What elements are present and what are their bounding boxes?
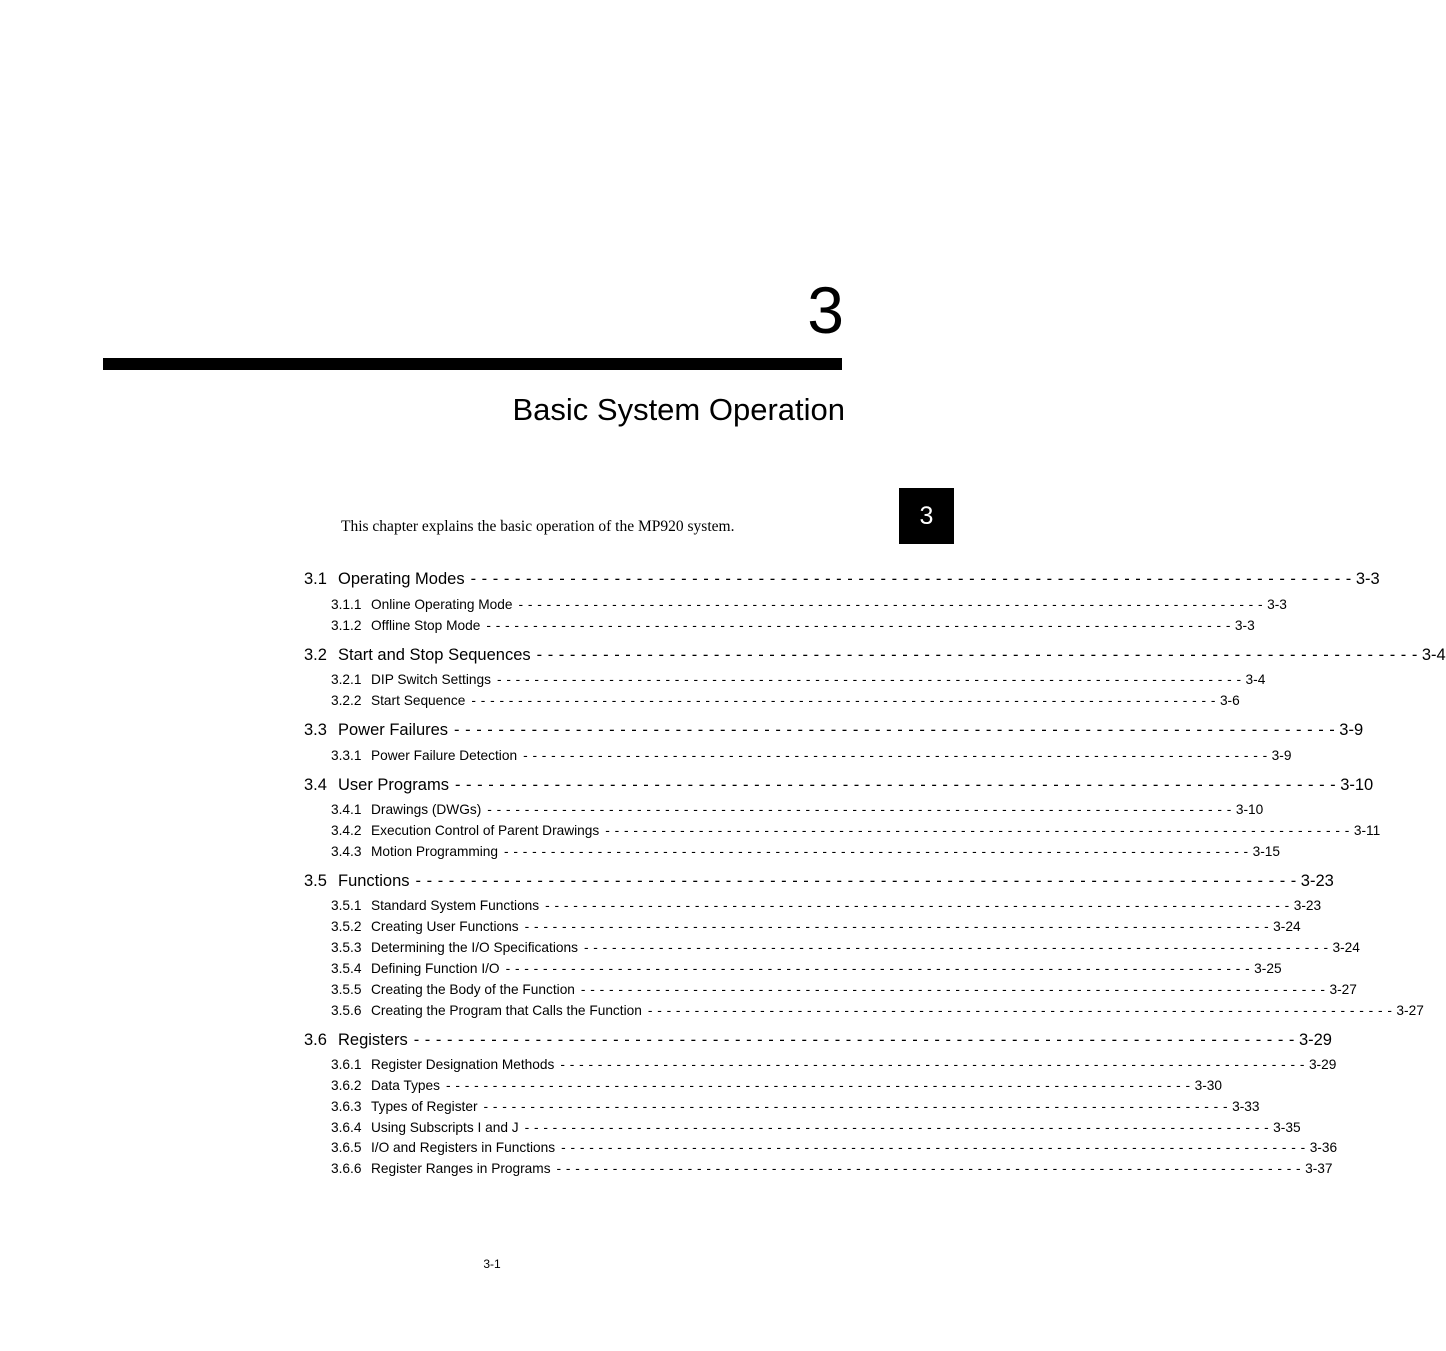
toc-dot-leader: - - - - - - - - - - - - - - - - - - - - - - - - - - - - - - - - - - - - - - - - - - - - - - - - - - - - - - - - - - - - - - - - - - - - - - - - - - - - - - - - (524, 1120, 1270, 1135)
toc-section-number: 3.6.2 (331, 1078, 362, 1093)
toc-entry[interactable] (331, 898, 1322, 916)
toc-section-title: Drawings (DWGs) (371, 802, 482, 817)
toc-dot-leader: - - - - - - - - - - - - - - - - - - - - - - - - - - - - - - - - - - - - - - - - - - - - - - - - - - - - - - - - - - - - - - - - - - - - - - - - - - - - - - - - (496, 672, 1242, 687)
toc-entry[interactable] (331, 940, 1360, 958)
toc-section-number: 3.4.1 (331, 802, 362, 817)
toc-page-number: 3-27 (1329, 982, 1357, 997)
toc-page-number: 3-25 (1254, 961, 1282, 976)
toc-section-number: 3.6.5 (331, 1140, 362, 1155)
toc-dot-leader: - - - - - - - - - - - - - - - - - - - - - - - - - - - - - - - - - - - - - - - - - - - - - - - - - - - - - - - - - - - - - - - - - - - - - - - - - - - - - - - - (524, 919, 1270, 934)
toc-section-title: Creating User Functions (371, 919, 519, 934)
toc-entry[interactable] (331, 1120, 1301, 1138)
toc-section-title: Determining the I/O Specifications (371, 940, 578, 955)
toc-entry[interactable] (331, 748, 1292, 766)
toc-section-title: I/O and Registers in Functions (371, 1140, 556, 1155)
toc-section-number: 3.5.6 (331, 1003, 362, 1018)
toc-dot-leader: - - - - - - - - - - - - - - - - - - - - - - - - - - - - - - - - - - - - - - - - - - - - - - - - - - - - - - - - - - - - - - - - - - - - - - - - - - - - - - - - (561, 1140, 1306, 1155)
toc-section-number: 3.6.1 (331, 1057, 362, 1072)
toc-page-number: 3-9 (1339, 721, 1364, 739)
toc-section-title: Standard System Functions (371, 898, 540, 913)
toc-section-number: 3.6.3 (331, 1099, 362, 1114)
toc-page-number: 3-37 (1305, 1161, 1333, 1176)
toc-entry[interactable] (331, 693, 1240, 711)
toc-dot-leader: - - - - - - - - - - - - - - - - - - - - - - - - - - - - - - - - - - - - - - - - - - - - - - - - - - - - - - - - - - - - - - - - - - - - - - - - - - - - - - - - (583, 940, 1329, 955)
toc-entry[interactable] (304, 570, 1380, 592)
chapter-intro: This chapter explains the basic operation of the MP920 system. (341, 518, 735, 535)
toc-dot-leader: - - - - - - - - - - - - - - - - - - - - - - - - - - - - - - - - - - - - - - - - - - - - - - - - - - - - - - - - - - - - - - - - - - - - - - - - - - - - - - - - (560, 1057, 1305, 1072)
toc-section-number: 3.2 (304, 646, 327, 664)
toc-entry[interactable] (304, 721, 1364, 743)
toc-page-number: 3-23 (1300, 872, 1334, 890)
toc-entry[interactable] (331, 823, 1381, 841)
toc-section-number: 3.1.1 (331, 597, 362, 612)
toc-dot-leader: - - - - - - - - - - - - - - - - - - - - - - - - - - - - - - - - - - - - - - - - - - - - - - - - - - - - - - - - - - - - - - - - - - - - - - - - - - - - - - - - (486, 618, 1231, 633)
toc-page-number: 3-23 (1293, 898, 1322, 913)
toc-section-number: 3.4.2 (331, 823, 362, 838)
toc-dot-leader: - - - - - - - - - - - - - - - - - - - - - - - - - - - - - - - - - - - - - - - - - - - - - - - - - - - - - - - - - - - - - - - - - - - - - - - - - - - - - - - - (413, 1031, 1295, 1049)
toc-section-title: Defining Function I/O (371, 961, 500, 976)
toc-entry[interactable] (331, 1140, 1338, 1158)
toc-section-title: DIP Switch Settings (371, 672, 491, 687)
toc-section-number: 3.6.4 (331, 1120, 362, 1135)
toc-page-number: 3-3 (1267, 597, 1287, 612)
toc-entry[interactable] (331, 1161, 1333, 1179)
toc-page-number: 3-27 (1396, 1003, 1424, 1018)
toc-entry[interactable] (331, 1099, 1260, 1117)
toc-page-number: 3-10 (1340, 776, 1374, 794)
toc-section-title: User Programs (338, 776, 449, 794)
toc-entry[interactable] (331, 597, 1287, 615)
toc-entry[interactable] (331, 802, 1264, 820)
toc-dot-leader: - - - - - - - - - - - - - - - - - - - - - - - - - - - - - - - - - - - - - - - - - - - - - - - - - - - - - - - - - - - - - - - - - - - - - - - - - - - - - - - - (556, 1161, 1302, 1176)
toc-page-number: 3-24 (1273, 919, 1301, 934)
toc-dot-leader: - - - - - - - - - - - - - - - - - - - - - - - - - - - - - - - - - - - - - - - - - - - - - - - - - - - - - - - - - - - - - - - - - - - - - - - - - - - - - - - - (580, 982, 1326, 997)
toc-dot-leader: - - - - - - - - - - - - - - - - - - - - - - - - - - - - - - - - - - - - - - - - - - - - - - - - - - - - - - - - - - - - - - - - - - - - - - - - - - - - - - - - (605, 823, 1350, 838)
toc-page-number: 3-30 (1194, 1078, 1222, 1093)
chapter-number: 3 (807, 273, 844, 347)
toc-section-number: 3.5.5 (331, 982, 362, 997)
toc-section-title: Register Ranges in Programs (371, 1161, 551, 1176)
toc-page-number: 3-29 (1298, 1031, 1332, 1049)
toc-section-title: Register Designation Methods (371, 1057, 555, 1072)
toc-section-title: Execution Control of Parent Drawings (371, 823, 600, 838)
toc-entry[interactable] (331, 1057, 1337, 1075)
toc-section-number: 3.3.1 (331, 748, 362, 763)
toc-page-number: 3-6 (1219, 693, 1240, 708)
toc-dot-leader: - - - - - - - - - - - - - - - - - - - - - - - - - - - - - - - - - - - - - - - - - - - - - - - - - - - - - - - - - - - - - - - - - - - - - - - - - - - - - - - - (536, 646, 1418, 664)
toc-section-number: 3.1.2 (331, 618, 362, 633)
toc-section-title: Creating the Program that Calls the Function (371, 1003, 642, 1018)
toc-dot-leader: - - - - - - - - - - - - - - - - - - - - - - - - - - - - - - - - - - - - - - - - - - - - - - - - - - - - - - - - - - - - - - - - - - - - - - - - - - - - - - - - (505, 961, 1251, 976)
toc-section-title: Start and Stop Sequences (338, 646, 531, 664)
toc-section-number: 3.2.1 (331, 672, 362, 687)
chapter-side-tab: 3 (899, 488, 954, 544)
toc-dot-leader: - - - - - - - - - - - - - - - - - - - - - - - - - - - - - - - - - - - - - - - - - - - - - - - - - - - - - - - - - - - - - - - - - - - - - - - - - - - - - - - - (454, 721, 1336, 739)
toc-section-title: Online Operating Mode (371, 597, 513, 612)
toc-entry[interactable] (331, 1003, 1424, 1021)
toc-dot-leader: - - - - - - - - - - - - - - - - - - - - - - - - - - - - - - - - - - - - - - - - - - - - - - - - - - - - - - - - - - - - - - - - - - - - - - - - - - - - - - - - (415, 872, 1297, 890)
toc-section-number: 3.5.1 (331, 898, 362, 913)
toc-section-title: Creating the Body of the Function (371, 982, 575, 997)
toc-section-title: Using Subscripts I and J (371, 1120, 519, 1135)
toc-dot-leader: - - - - - - - - - - - - - - - - - - - - - - - - - - - - - - - - - - - - - - - - - - - - - - - - - - - - - - - - - - - - - - - - - - - - - - - - - - - - - - - - (545, 898, 1290, 913)
toc-section-title: Offline Stop Mode (371, 618, 481, 633)
toc-section-title: Motion Programming (371, 844, 499, 859)
toc-section-number: 3.5.2 (331, 919, 362, 934)
toc-entry[interactable] (331, 618, 1255, 636)
toc-page-number: 3-4 (1421, 646, 1446, 664)
toc-dot-leader: - - - - - - - - - - - - - - - - - - - - - - - - - - - - - - - - - - - - - - - - - - - - - - - - - - - - - - - - - - - - - - - - - - - - - - - - - - - - - - - - (523, 748, 1268, 763)
toc-entry[interactable] (331, 844, 1281, 862)
toc-entry[interactable] (304, 646, 1446, 668)
toc-dot-leader: - - - - - - - - - - - - - - - - - - - - - - - - - - - - - - - - - - - - - - - - - - - - - - - - - - - - - - - - - - - - - - - - - - - - - - - - - - - - - - - - (446, 1078, 1191, 1093)
toc-section-number: 3.5 (304, 872, 327, 890)
toc-dot-leader: - - - - - - - - - - - - - - - - - - - - - - - - - - - - - - - - - - - - - - - - - - - - - - - - - - - - - - - - - - - - - - - - - - - - - - - - - - - - - - - - (647, 1003, 1393, 1018)
toc-section-number: 3.3 (304, 721, 327, 739)
toc-entry[interactable] (304, 776, 1374, 798)
toc-page-number: 3-4 (1245, 672, 1266, 687)
page-footer (0, 1257, 954, 1271)
toc-section-title: Functions (338, 872, 410, 890)
toc-section-number: 3.6 (304, 1031, 327, 1049)
toc-entry[interactable] (331, 919, 1301, 937)
toc-section-number: 3.5.4 (331, 961, 362, 976)
toc-page-number: 3-11 (1353, 823, 1381, 838)
toc-dot-leader: - - - - - - - - - - - - - - - - - - - - - - - - - - - - - - - - - - - - - - - - - - - - - - - - - - - - - - - - - - - - - - - - - - - - - - - - - - - - - - - - (487, 802, 1232, 817)
chapter-divider-bar (103, 358, 842, 370)
toc-page-number: 3-35 (1273, 1120, 1301, 1135)
toc-entry[interactable] (331, 961, 1282, 979)
toc-section-title: Start Sequence (371, 693, 466, 708)
toc-page-number: 3-10 (1235, 802, 1264, 817)
toc-section-title: Power Failures (338, 721, 449, 739)
toc-entry[interactable] (331, 672, 1266, 690)
toc-entry[interactable] (331, 982, 1357, 1000)
toc-page-number: 3-29 (1308, 1057, 1337, 1072)
toc-section-title: Data Types (371, 1078, 440, 1093)
toc-section-number: 3.2.2 (331, 693, 362, 708)
toc-page-number: 3-15 (1252, 844, 1281, 859)
toc-entry[interactable] (304, 872, 1334, 894)
toc-section-title: Registers (338, 1031, 408, 1049)
toc-page-number: 3-33 (1232, 1099, 1260, 1114)
toc-dot-leader: - - - - - - - - - - - - - - - - - - - - - - - - - - - - - - - - - - - - - - - - - - - - - - - - - - - - - - - - - - - - - - - - - - - - - - - - - - - - - - - - (518, 597, 1264, 612)
toc-page-number: 3-3 (1355, 570, 1380, 588)
chapter-title: Basic System Operation (512, 392, 845, 427)
toc-page-number: 3-36 (1309, 1140, 1338, 1155)
toc-dot-leader: - - - - - - - - - - - - - - - - - - - - - - - - - - - - - - - - - - - - - - - - - - - - - - - - - - - - - - - - - - - - - - - - - - - - - - - - - - - - - - - - (454, 776, 1337, 794)
toc-section-title: Operating Modes (338, 570, 465, 588)
page-number: 3-1 (483, 1257, 501, 1271)
toc-page-number: 3-24 (1332, 940, 1360, 955)
toc-entry[interactable] (331, 1078, 1222, 1096)
toc-section-number: 3.1 (304, 570, 327, 588)
toc-dot-leader: - - - - - - - - - - - - - - - - - - - - - - - - - - - - - - - - - - - - - - - - - - - - - - - - - - - - - - - - - - - - - - - - - - - - - - - - - - - - - - - - (504, 844, 1249, 859)
toc-dot-leader: - - - - - - - - - - - - - - - - - - - - - - - - - - - - - - - - - - - - - - - - - - - - - - - - - - - - - - - - - - - - - - - - - - - - - - - - - - - - - - - - (483, 1099, 1229, 1114)
toc-page-number: 3-3 (1234, 618, 1255, 633)
toc-section-number: 3.4 (304, 776, 327, 794)
toc-section-number: 3.4.3 (331, 844, 362, 859)
toc-dot-leader: - - - - - - - - - - - - - - - - - - - - - - - - - - - - - - - - - - - - - - - - - - - - - - - - - - - - - - - - - - - - - - - - - - - - - - - - - - - - - - - - (470, 570, 1352, 588)
toc-section-title: Power Failure Detection (371, 748, 518, 763)
toc-page-number: 3-9 (1271, 748, 1292, 763)
toc-section-number: 3.5.3 (331, 940, 362, 955)
toc-entry[interactable] (304, 1031, 1332, 1053)
toc-section-title: Types of Register (371, 1099, 478, 1114)
toc-section-number: 3.6.6 (331, 1161, 362, 1176)
toc-dot-leader: - - - - - - - - - - - - - - - - - - - - - - - - - - - - - - - - - - - - - - - - - - - - - - - - - - - - - - - - - - - - - - - - - - - - - - - - - - - - - - - - (471, 693, 1216, 708)
